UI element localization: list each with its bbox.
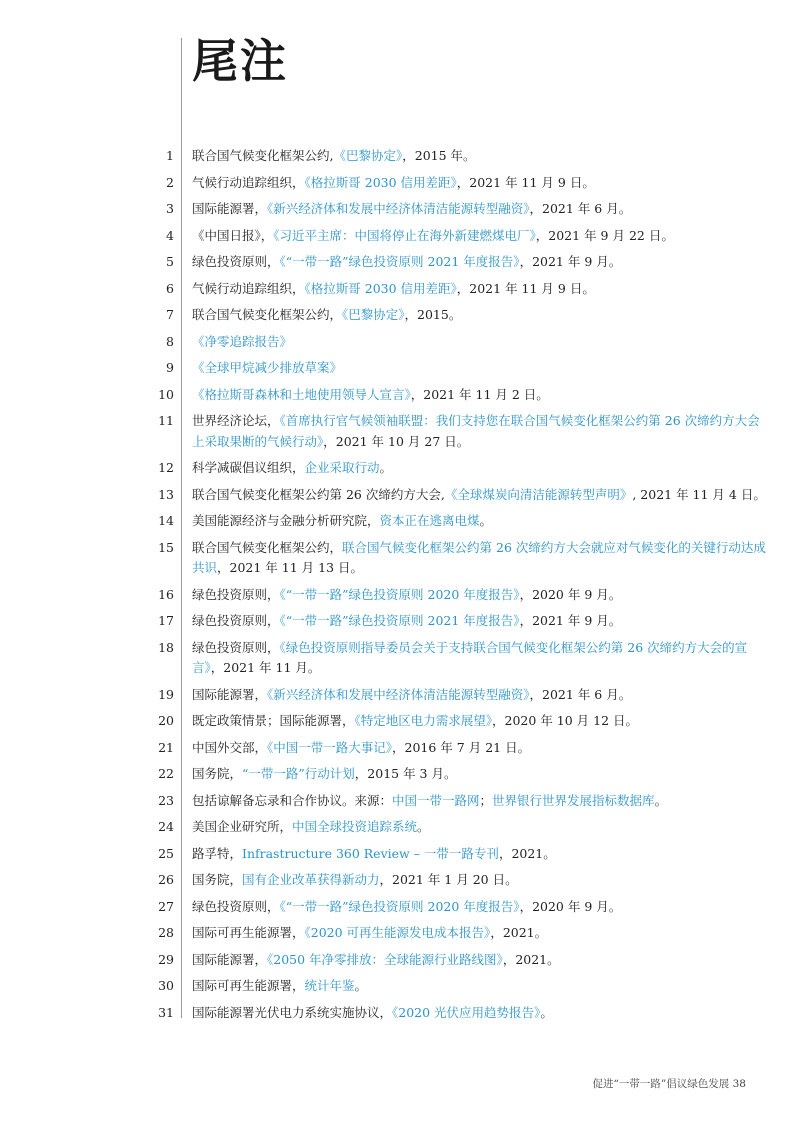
endnote-item xyxy=(0,923,793,944)
endnote-item xyxy=(0,585,793,606)
endnote-text xyxy=(192,511,766,532)
endnote-link[interactable]: 联合国气候变化框架公约第 26 次缔约方大会就应对气候变化的关键行动达成共识 xyxy=(192,539,766,575)
endnote-text xyxy=(192,711,766,732)
endnote-plain-text: 国际能源署光伏电力系统实施协议， xyxy=(192,1004,393,1020)
endnote-link[interactable]: 《特定地区电力需求展望》 xyxy=(354,713,493,728)
endnote-plain-text: ，2021 年 9 月 22 日。 xyxy=(535,227,674,243)
endnote-plain-text: ，2015。 xyxy=(404,307,462,322)
page-footer xyxy=(593,1077,746,1091)
endnote-text xyxy=(192,923,766,944)
endnote-number: 5 xyxy=(166,254,174,269)
endnote-number: 1 xyxy=(166,148,174,163)
endnote-number: 3 xyxy=(166,201,174,216)
endnote-link[interactable]: Infrastructure 360 Review – 一带一路专刊 xyxy=(242,845,499,861)
endnote-item xyxy=(0,305,793,326)
endnote-plain-text: ，2021 年 1 月 20 日。 xyxy=(379,872,518,887)
endnote-plain-text: 联合国气候变化框架公约， xyxy=(192,539,343,555)
endnote-plain-text: ，2021。 xyxy=(502,951,560,967)
endnote-plain-text: 国际能源署， xyxy=(192,686,268,702)
endnote-item xyxy=(0,173,793,194)
endnote-number: 18 xyxy=(158,639,174,655)
endnote-link[interactable]: 《新兴经济体和发展中经济体清洁能源转型融资》 xyxy=(267,201,530,216)
endnote-number: 29 xyxy=(158,951,174,967)
endnote-number: 7 xyxy=(166,307,174,322)
endnote-number: 19 xyxy=(158,686,174,702)
endnote-item xyxy=(0,279,793,300)
endnote-plain-text: 国际能源署， xyxy=(192,951,268,967)
endnote-number: 10 xyxy=(158,386,174,402)
endnote-text xyxy=(192,585,766,606)
endnote-plain-text: ，2021 年 11 月 2 日。 xyxy=(410,386,549,402)
endnote-plain-text: 美国能源经济与金融分析研究院， xyxy=(192,513,380,528)
endnote-item xyxy=(0,226,793,247)
endnote-text xyxy=(192,976,766,997)
endnote-link[interactable]: 《格拉斯哥 2030 信用差距》 xyxy=(304,174,457,190)
endnote-number: 14 xyxy=(158,513,174,528)
endnote-plain-text: ，2021 年 11 月。 xyxy=(210,660,321,675)
endnote-number: 15 xyxy=(158,539,174,555)
endnote-plain-text: 国务院， xyxy=(192,872,243,887)
endnote-text xyxy=(192,538,766,579)
endnote-number: 27 xyxy=(158,898,174,914)
endnote-link[interactable]: 《绿色投资原则指导委员会关于支持联合国气候变化框架公约第 26 次缔约方大会的宣言》 xyxy=(192,639,748,675)
endnote-item xyxy=(0,485,793,506)
endnote-text xyxy=(192,252,766,273)
endnote-link[interactable]: 中国一带一路网 xyxy=(392,792,480,808)
endnote-plain-text: ； xyxy=(479,792,493,808)
endnote-text xyxy=(192,791,766,812)
endnote-plain-text: 《中国日报》， xyxy=(192,227,274,243)
endnote-link[interactable]: 《“一带一路”绿色投资原则 2021 年度报告》 xyxy=(279,254,520,269)
endnote-link[interactable]: 企业采取行动 xyxy=(304,460,380,475)
endnote-link[interactable]: 《中国一带一路大事记》 xyxy=(267,739,393,755)
endnote-number: 17 xyxy=(158,613,174,628)
endnote-plain-text: ，2021 年 6 月。 xyxy=(529,201,632,216)
endnote-text xyxy=(192,1003,766,1024)
endnote-number: 22 xyxy=(158,766,174,781)
endnote-plain-text: 路孚特， xyxy=(192,845,243,861)
endnote-number: 28 xyxy=(158,925,174,940)
endnote-plain-text: 。 xyxy=(654,792,668,808)
endnote-plain-text: 。 xyxy=(354,978,368,993)
endnote-item xyxy=(0,385,793,406)
endnote-plain-text: 国际可再生能源署， xyxy=(192,978,305,993)
endnote-plain-text: 科学减碳倡议组织， xyxy=(192,460,305,475)
endnote-plain-text: ，2020 年 10 月 12 日。 xyxy=(492,713,639,728)
endnote-plain-text: 既定政策情景；国际能源署， xyxy=(192,713,355,728)
endnote-item xyxy=(0,897,793,918)
endnote-link[interactable]: 中国全球投资追踪系统 xyxy=(292,819,418,834)
endnote-text xyxy=(192,897,766,918)
endnote-number: 30 xyxy=(158,978,174,993)
endnote-link[interactable]: 《巴黎协定》 xyxy=(342,307,405,322)
endnote-item xyxy=(0,685,793,706)
endnote-number: 24 xyxy=(158,819,174,834)
endnote-item xyxy=(0,638,793,679)
endnote-link[interactable]: 《“一带一路”绿色投资原则 2021 年度报告》 xyxy=(279,613,520,628)
endnote-link[interactable]: “一带一路”行动计划 xyxy=(242,766,355,781)
endnote-item xyxy=(0,817,793,838)
endnote-link[interactable]: 国有企业改革获得新动力 xyxy=(242,872,380,887)
endnote-plain-text: 国际能源署， xyxy=(192,201,268,216)
endnote-item xyxy=(0,976,793,997)
endnote-text xyxy=(192,305,766,326)
endnote-text xyxy=(192,950,766,971)
endnote-link[interactable]: 《全球甲烷减少排放草案》 xyxy=(192,360,343,375)
endnote-text xyxy=(192,332,766,353)
endnote-item xyxy=(0,1003,793,1024)
endnote-plain-text: 绿色投资原则， xyxy=(192,898,280,914)
endnote-text xyxy=(192,485,766,506)
endnote-text xyxy=(192,146,766,167)
endnote-plain-text: 联合国气候变化框架公约, xyxy=(192,148,334,163)
endnote-text xyxy=(192,279,766,300)
endnote-item xyxy=(0,738,793,759)
endnote-plain-text: 。 xyxy=(479,513,493,528)
endnote-link[interactable]: 《巴黎协定》 xyxy=(333,148,403,163)
endnote-plain-text: 中国外交部， xyxy=(192,739,268,755)
endnote-item xyxy=(0,711,793,732)
endnote-item xyxy=(0,764,793,785)
endnote-text xyxy=(192,611,766,632)
endnote-plain-text: 气候行动追踪组织， xyxy=(192,280,305,296)
endnote-plain-text: ，2015 年 3 月。 xyxy=(354,766,457,781)
endnote-link[interactable]: 《首席执行官气候领袖联盟：我们支持您在联合国气候变化框架公约 xyxy=(279,413,649,428)
endnote-item xyxy=(0,870,793,891)
endnote-link[interactable]: 《净零追踪报告》 xyxy=(192,333,293,349)
endnote-plain-text: ，2021 年 9 月。 xyxy=(519,254,622,269)
endnote-number: 12 xyxy=(158,460,174,475)
endnote-item xyxy=(0,458,793,479)
endnote-number: 26 xyxy=(158,872,174,887)
endnote-plain-text: ，2016 年 7 月 21 日。 xyxy=(392,739,531,755)
endnote-plain-text: 联合国气候变化框架公约， xyxy=(192,307,343,322)
endnote-plain-text: ，2020 年 9 月。 xyxy=(519,898,622,914)
endnote-plain-text: ，2021 年 11 月 9 日。 xyxy=(456,174,595,190)
endnote-link[interactable]: 第 26 次缔约方大会上采取果断的气候行动》 xyxy=(192,413,760,449)
endnote-item xyxy=(0,358,793,379)
endnote-plain-text: 美国企业研究所， xyxy=(192,819,293,834)
endnote-item xyxy=(0,950,793,971)
endnote-text xyxy=(192,685,766,706)
endnote-text xyxy=(192,173,766,194)
endnote-plain-text: 绿色投资原则， xyxy=(192,254,280,269)
endnotes-list xyxy=(0,146,793,1029)
endnote-link[interactable]: 《格拉斯哥 2030 信用差距》 xyxy=(304,280,457,296)
endnote-plain-text: 国际可再生能源署， xyxy=(192,925,305,940)
endnote-text xyxy=(192,226,766,247)
endnote-link[interactable]: 《习近平主席：中国将停止在海外新建燃煤电厂》 xyxy=(273,227,536,243)
endnote-text xyxy=(192,817,766,838)
endnote-text xyxy=(192,199,766,220)
endnote-plain-text: ，2020 年 9 月。 xyxy=(519,586,622,602)
endnote-link[interactable]: 《全球煤炭向清洁能源转型声明》 xyxy=(444,486,633,502)
endnote-item xyxy=(0,411,793,452)
footer-text: 促进“一带一路”倡议绿色发展 xyxy=(592,1078,730,1090)
endnote-number: 4 xyxy=(166,227,174,243)
endnote-text xyxy=(192,358,766,379)
endnote-plain-text: ，2021 年 11 月 9 日。 xyxy=(456,280,595,296)
endnote-link[interactable]: 《“一带一路”绿色投资原则 2020 年度报告》 xyxy=(279,898,520,914)
endnote-link[interactable]: 资本正在逃离电煤 xyxy=(379,513,480,528)
endnote-plain-text: 绿色投资原则， xyxy=(192,613,280,628)
endnote-plain-text: ，2021 年 9 月。 xyxy=(519,613,622,628)
endnote-link[interactable]: 统计年鉴 xyxy=(304,978,355,993)
endnote-link[interactable]: 《“一带一路”绿色投资原则 2020 年度报告》 xyxy=(279,586,520,602)
endnote-plain-text: 。 xyxy=(417,819,430,834)
endnote-text xyxy=(192,385,766,406)
endnote-plain-text: 。 xyxy=(379,460,393,475)
endnote-number: 9 xyxy=(166,360,174,375)
endnote-number: 20 xyxy=(158,713,174,728)
endnote-item xyxy=(0,844,793,865)
endnote-number: 8 xyxy=(166,333,174,349)
endnote-item xyxy=(0,511,793,532)
endnote-item xyxy=(0,199,793,220)
endnote-plain-text: ，2021 年 6 月。 xyxy=(529,686,632,702)
endnote-number: 21 xyxy=(158,739,174,755)
endnote-plain-text: ，2021。 xyxy=(498,845,556,861)
endnote-plain-text: ，2015 年。 xyxy=(402,148,476,163)
endnote-plain-text: 包括谅解备忘录和合作协议。来源： xyxy=(192,792,393,808)
endnote-plain-text: ，2021 年 11 月 13 日。 xyxy=(217,560,364,575)
endnote-item xyxy=(0,538,793,579)
endnote-link[interactable]: 《新兴经济体和发展中经济体清洁能源转型融资》 xyxy=(267,686,530,702)
page-number: 38 xyxy=(732,1078,746,1090)
endnote-plain-text: , 2021 年 11 月 4 日。 xyxy=(632,486,766,502)
endnote-text xyxy=(192,844,766,865)
endnote-link[interactable]: 《2020 可再生能源发电成本报告》 xyxy=(304,925,491,940)
endnote-number: 2 xyxy=(166,174,174,190)
endnote-text xyxy=(192,764,766,785)
endnote-plain-text: 绿色投资原则， xyxy=(192,639,280,655)
endnote-link[interactable]: 《2050 年净零排放：全球能源行业路线图》 xyxy=(267,951,503,967)
endnote-plain-text: 联合国气候变化框架公约第 26 次缔约方大会, xyxy=(192,486,445,502)
endnote-item xyxy=(0,252,793,273)
endnote-text xyxy=(192,738,766,759)
endnote-number: 13 xyxy=(158,486,174,502)
endnote-plain-text: ，2021。 xyxy=(490,925,548,940)
endnote-plain-text: 气候行动追踪组织， xyxy=(192,174,305,190)
endnote-text xyxy=(192,870,766,891)
endnote-plain-text: 。 xyxy=(540,1004,553,1020)
endnote-item xyxy=(0,791,793,812)
endnote-plain-text: ，2021 年 10 月 27 日。 xyxy=(323,433,470,449)
endnote-number: 16 xyxy=(158,586,174,602)
endnote-item xyxy=(0,611,793,632)
endnote-text xyxy=(192,638,766,679)
endnote-link[interactable]: 《2020 光伏应用趋势报告》 xyxy=(392,1004,541,1020)
endnote-plain-text: 世界经济论坛， xyxy=(192,413,280,428)
endnote-number: 11 xyxy=(158,413,174,428)
endnote-link[interactable]: 世界银行世界发展指标数据库 xyxy=(492,792,655,808)
endnote-text xyxy=(192,411,766,452)
endnote-plain-text: 绿色投资原则， xyxy=(192,586,280,602)
endnote-number: 6 xyxy=(166,280,174,296)
endnote-text xyxy=(192,458,766,479)
endnote-number: 23 xyxy=(158,792,174,808)
endnote-item xyxy=(0,332,793,353)
page-title: 尾注 xyxy=(192,34,288,88)
endnote-item xyxy=(0,146,793,167)
endnote-link[interactable]: 《格拉斯哥森林和土地使用领导人宣言》 xyxy=(192,386,411,402)
endnote-number: 25 xyxy=(158,845,174,861)
endnote-plain-text: 国务院， xyxy=(192,766,243,781)
endnote-number: 31 xyxy=(158,1004,174,1020)
